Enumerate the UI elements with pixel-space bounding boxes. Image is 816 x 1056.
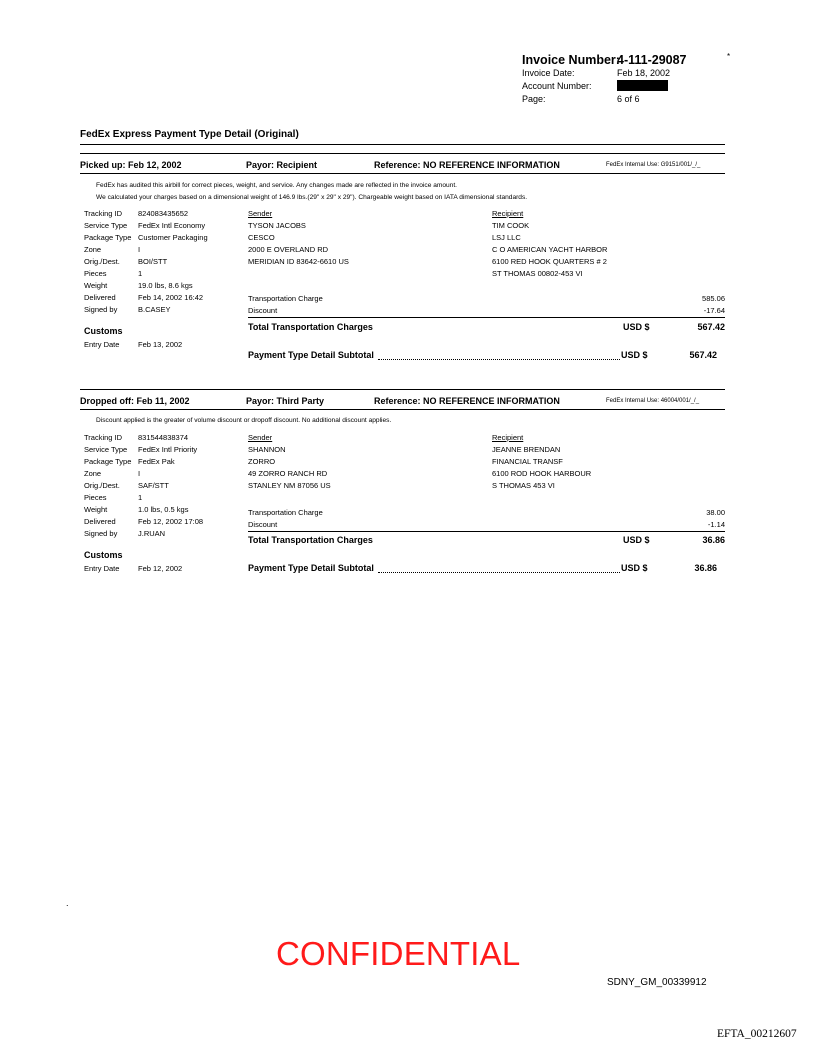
sender-line: 49 ZORRO RANCH RD [248, 469, 328, 478]
subtotal-amount: 567.42 [689, 350, 717, 360]
detail-label: Pieces [84, 269, 107, 278]
total-amount: 567.42 [697, 322, 725, 332]
charge-label: Discount [248, 520, 278, 529]
invoice-date-label: Invoice Date: [522, 68, 575, 78]
page-label: Page: [522, 94, 546, 104]
service-type: FedEx Intl Economy [138, 221, 206, 230]
recipient-line: 6100 ROD HOOK HARBOUR [492, 469, 592, 478]
dropoff-date: Dropped off: Feb 11, 2002 [80, 396, 190, 406]
leader-dots [378, 350, 620, 360]
sender-line: 2000 E OVERLAND RD [248, 245, 329, 254]
entry-date-label: Entry Date [84, 340, 120, 349]
entry-date: Feb 13, 2002 [138, 340, 183, 349]
charge-label: Transportation Charge [248, 294, 323, 303]
sender-line: MERIDIAN ID 83642-6610 US [248, 257, 349, 266]
orig-dest: BOI/STT [138, 257, 168, 266]
pickup-date: Picked up: Feb 12, 2002 [80, 160, 182, 170]
recipient-line: ST THOMAS 00802-453 VI [492, 269, 583, 278]
entry-date: Feb 12, 2002 [138, 564, 183, 573]
subtotal-label: Payment Type Detail Subtotal [248, 563, 374, 573]
service-type: FedEx Intl Priority [138, 445, 198, 454]
total-label: Total Transportation Charges [248, 535, 373, 545]
invoice-date: Feb 18, 2002 [617, 68, 671, 78]
charge-amount: 38.00 [706, 508, 725, 517]
subtotal-amount: 36.86 [694, 563, 717, 573]
invoice-number: 4-111-29087 [617, 53, 687, 67]
charge-label: Discount [248, 306, 278, 315]
tracking-id: 831544838374 [138, 433, 189, 442]
detail-label: Package Type [84, 233, 132, 242]
customs-heading: Customs [84, 326, 123, 336]
leader-dots [378, 563, 620, 573]
weight: 1.0 lbs, 0.5 kgs [138, 505, 189, 514]
delivered: Feb 12, 2002 17:08 [138, 517, 204, 526]
detail-label: Signed by [84, 305, 118, 314]
corner-mark: * [727, 52, 731, 61]
detail-label: Pieces [84, 493, 107, 502]
charge-amount: -1.14 [707, 520, 725, 529]
shipment-section [80, 160, 725, 360]
recipient-line: LSJ LLC [492, 233, 521, 242]
detail-label: Orig./Dest. [84, 481, 120, 490]
charge-amount: -17.64 [703, 306, 725, 315]
total-currency: USD $ [623, 322, 650, 332]
tracking-id: 824083435652 [138, 209, 189, 218]
divider [80, 173, 725, 174]
detail-label: Weight [84, 281, 108, 290]
title-rule [80, 144, 725, 145]
detail-label: Signed by [84, 529, 118, 538]
confidential-stamp: CONFIDENTIAL [276, 935, 521, 972]
detail-label: Tracking ID [84, 433, 123, 442]
sender-line: ZORRO [248, 457, 276, 466]
total-amount: 36.86 [702, 535, 725, 545]
shipment-section [80, 396, 725, 596]
recipient-line: C O AMERICAN YACHT HARBOR [492, 245, 608, 254]
weight: 19.0 lbs, 8.6 kgs [138, 281, 193, 290]
charge-label: Transportation Charge [248, 508, 323, 517]
invoice-number-label: Invoice Number: [522, 53, 620, 67]
orig-dest: SAF/STT [138, 481, 169, 490]
audit-note: FedEx has audited this airbill for correct pieces, weight, and service. Any changes made are reflected in the invoice amount. [96, 182, 458, 189]
charges-rule [248, 531, 725, 532]
sender-heading: Sender [248, 209, 273, 218]
recipient-line: S THOMAS 453 VI [492, 481, 555, 490]
package-type: Customer Packaging [138, 233, 208, 242]
sender-heading: Sender [248, 433, 273, 442]
signed-by: J.RUAN [138, 529, 166, 538]
detail-label: Delivered [84, 517, 116, 526]
section-rule-top-1 [80, 153, 725, 154]
subtotal-currency: USD $ [621, 563, 648, 573]
detail-label: Orig./Dest. [84, 257, 120, 266]
pieces: 1 [138, 493, 143, 502]
sender-line: SHANNON [248, 445, 286, 454]
redacted-account-number [617, 80, 668, 91]
internal-use: FedEx Internal Use: 46004/001/_/_ [606, 398, 700, 404]
zone: I [138, 469, 141, 478]
recipient-line: JEANNE BRENDAN [492, 445, 561, 454]
bates-number: SDNY_GM_00339912 [607, 977, 707, 988]
detail-label: Delivered [84, 293, 116, 302]
package-type: FedEx Pak [138, 457, 175, 466]
delivered: Feb 14, 2002 16:42 [138, 293, 204, 302]
subtotal-currency: USD $ [621, 350, 648, 360]
detail-label: Zone [84, 245, 102, 254]
dimensional-note: We calculated your charges based on a dimensional weight of 146.9 lbs.(29" x 29" x 29"). Chargeable weight based on IATA dimensional standards. [96, 194, 528, 201]
payor: Payor: Third Party [246, 396, 325, 406]
detail-label: Package Type [84, 457, 132, 466]
page-number: 6 of 6 [617, 94, 640, 104]
reference: Reference: NO REFERENCE INFORMATION [374, 396, 560, 406]
detail-label: Weight [84, 505, 108, 514]
entry-date-label: Entry Date [84, 564, 120, 573]
recipient-line: FINANCIAL TRANSF [492, 457, 563, 466]
page-title: FedEx Express Payment Type Detail (Original) [80, 129, 299, 140]
total-label: Total Transportation Charges [248, 322, 373, 332]
subtotal-label: Payment Type Detail Subtotal [248, 350, 374, 360]
divider [80, 409, 725, 410]
detail-label: Service Type [84, 445, 128, 454]
charge-amount: 585.06 [702, 294, 725, 303]
sender-line: TYSON JACOBS [248, 221, 306, 230]
efta-number: EFTA_00212607 [717, 1028, 797, 1040]
recipient-heading: Recipient [492, 433, 524, 442]
zone: I [138, 245, 141, 254]
account-number-label: Account Number: [522, 81, 592, 91]
recipient-line: 6100 RED HOOK QUARTERS # 2 [492, 257, 607, 266]
detail-label: Tracking ID [84, 209, 123, 218]
recipient-line: TIM COOK [492, 221, 530, 230]
detail-label: Zone [84, 469, 102, 478]
signed-by: B.CASEY [138, 305, 171, 314]
detail-label: Service Type [84, 221, 128, 230]
section-rule-top-2 [80, 389, 725, 390]
stray-dot: . [66, 898, 69, 908]
internal-use: FedEx Internal Use: G9151/001/_/_ [606, 162, 701, 168]
reference: Reference: NO REFERENCE INFORMATION [374, 160, 560, 170]
sender-line: CESCO [248, 233, 275, 242]
pieces: 1 [138, 269, 143, 278]
sender-line: STANLEY NM 87056 US [248, 481, 331, 490]
discount-note: Discount applied is the greater of volume discount or dropoff discount. No additional discount applies. [96, 417, 392, 424]
customs-heading: Customs [84, 550, 123, 560]
total-currency: USD $ [623, 535, 650, 545]
charges-rule [248, 317, 725, 318]
payor: Payor: Recipient [246, 160, 318, 170]
recipient-heading: Recipient [492, 209, 524, 218]
